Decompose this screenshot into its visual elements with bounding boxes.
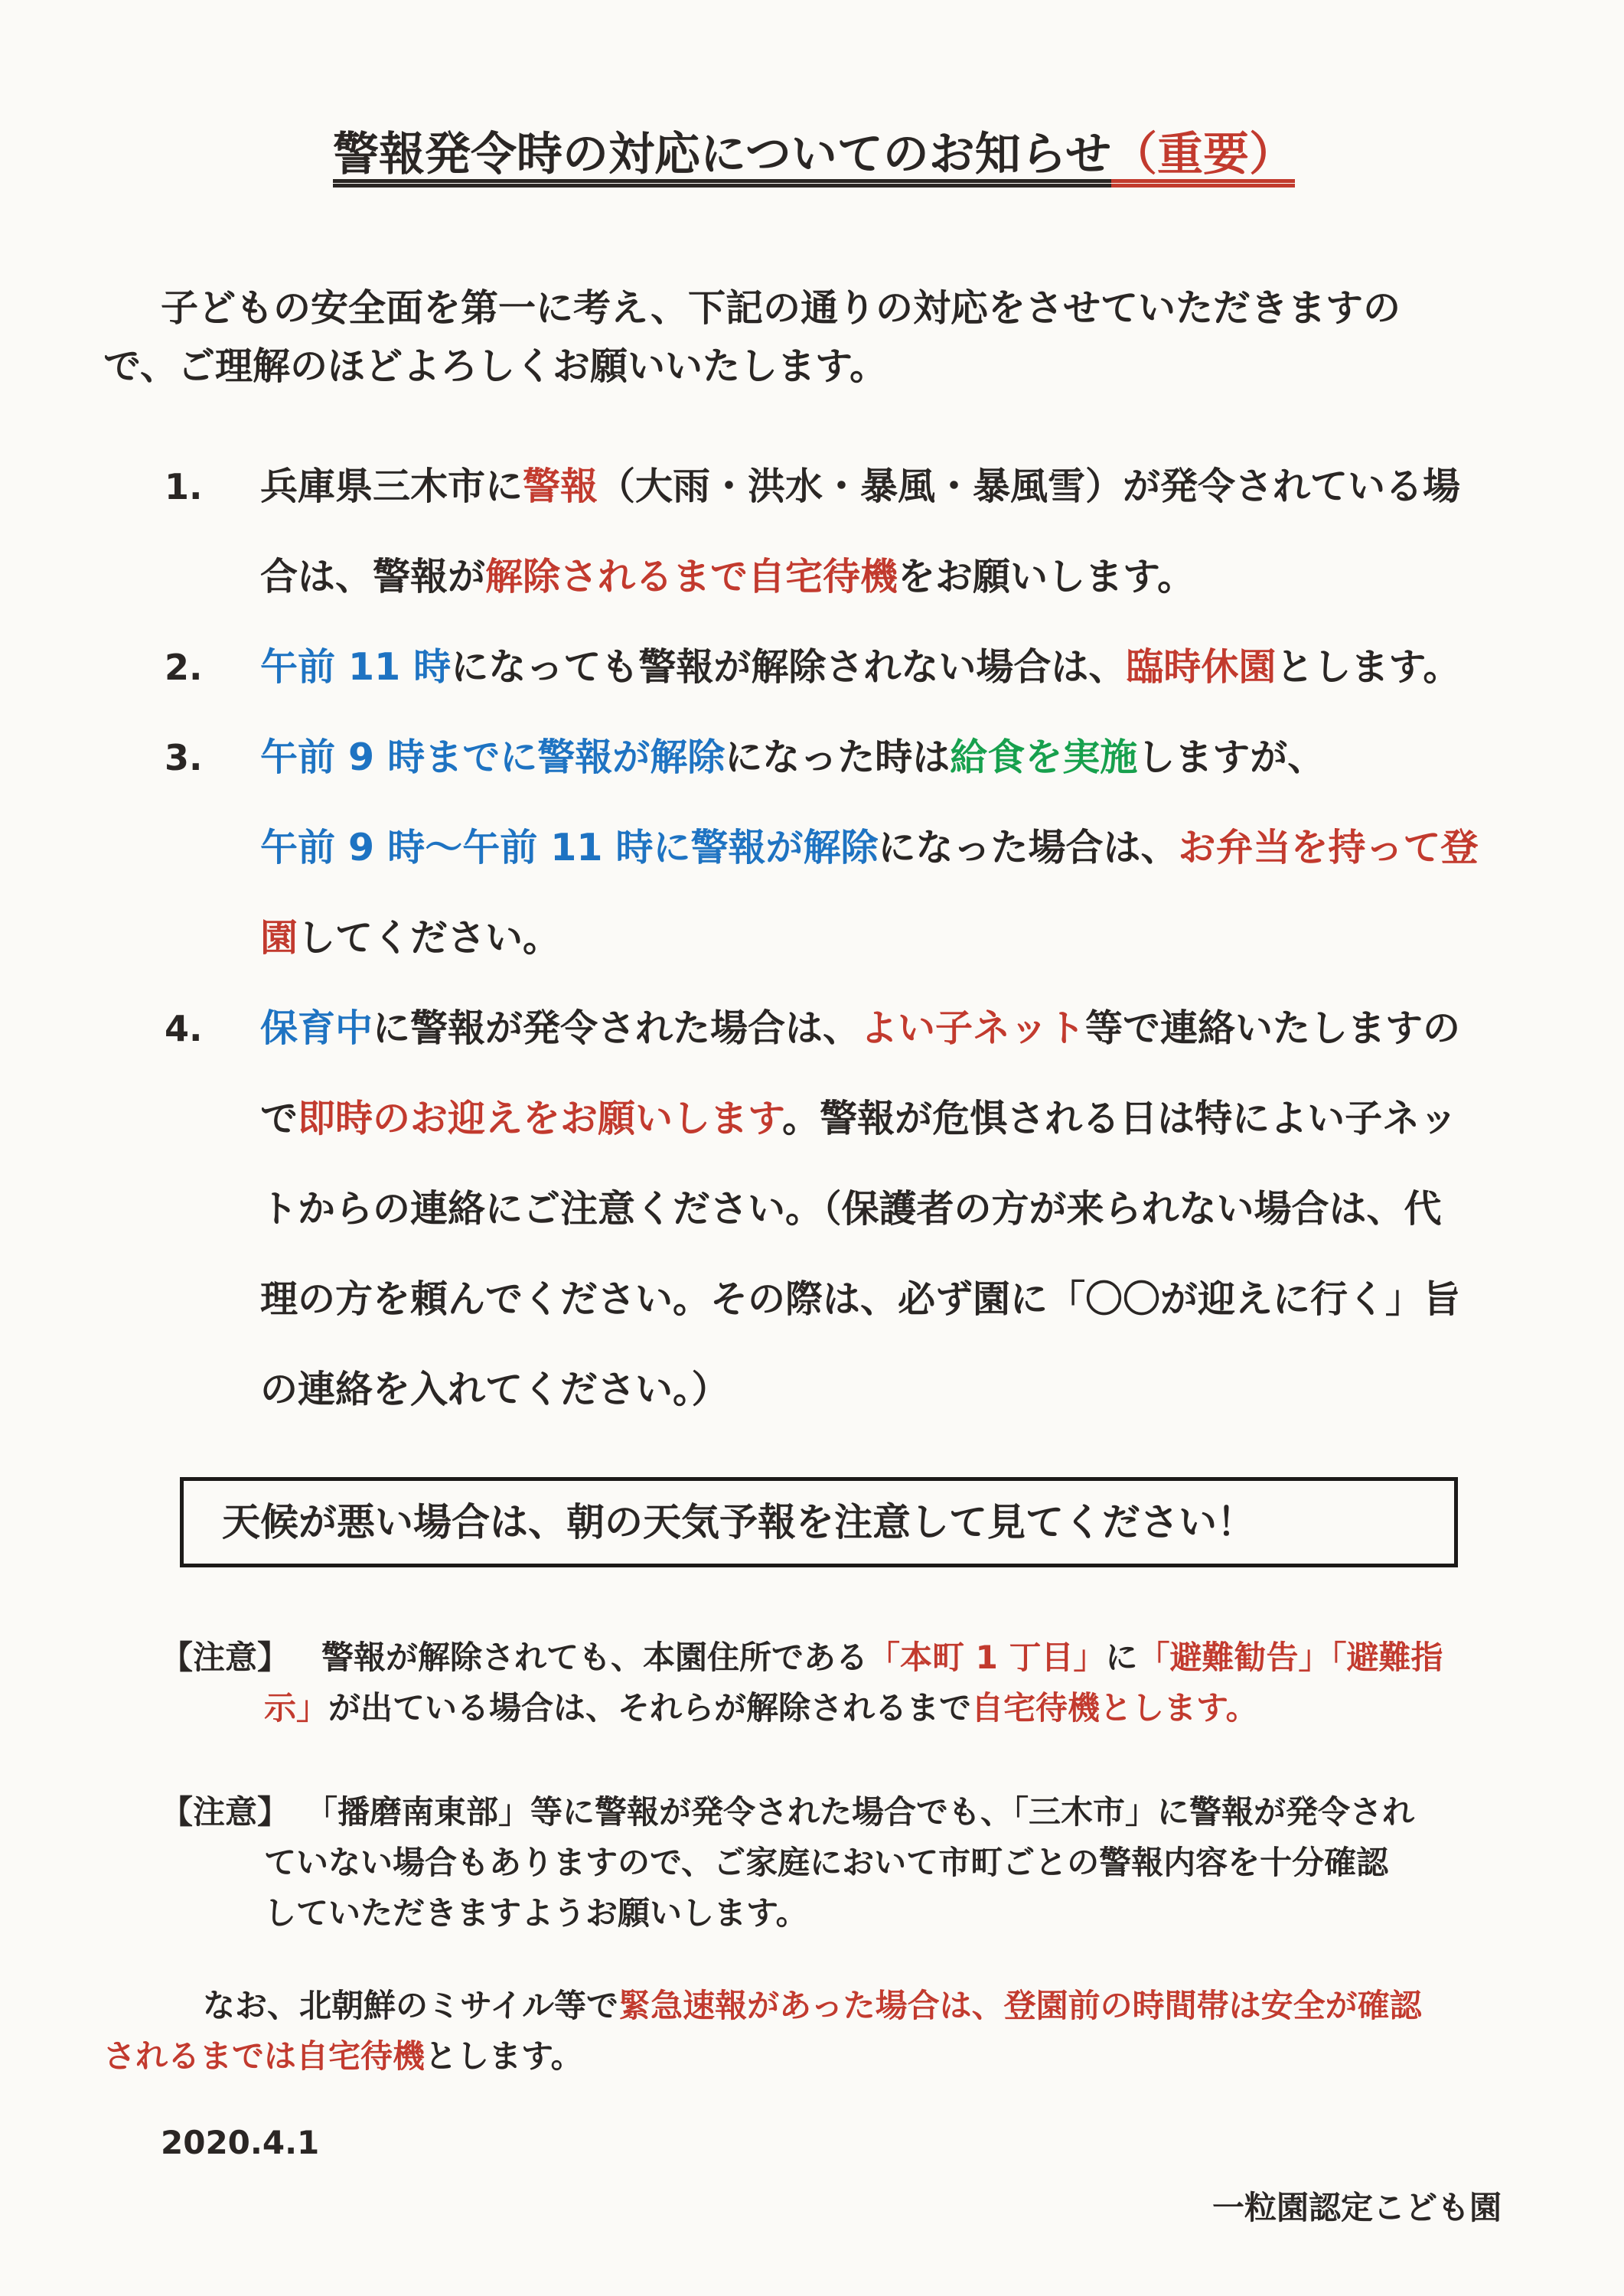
text-segment: 示」 bbox=[264, 1689, 329, 1727]
text-segment: 臨時休園 bbox=[1126, 645, 1277, 689]
text-segment: 兵庫県三木市に bbox=[260, 465, 523, 508]
note-line-text bbox=[264, 1838, 1525, 1888]
note-regional-warning bbox=[103, 1787, 1525, 1939]
text-segment: なお、北朝鮮のミサイル等で bbox=[203, 1987, 619, 2024]
list-item-3 bbox=[165, 713, 1525, 983]
text-segment: 即時のお迎えをお願いします bbox=[298, 1097, 783, 1140]
text-segment: していただきますようお願いします。 bbox=[264, 1894, 808, 1932]
text-segment: 午前 9 時までに警報が解除 bbox=[260, 735, 726, 779]
text-segment: 「本町 1 丁目」 bbox=[868, 1639, 1106, 1676]
text-segment: 。警報が危惧される日は特によい子ネッ bbox=[782, 1097, 1458, 1140]
list-item-line bbox=[260, 1164, 1525, 1254]
note-line-text bbox=[264, 1683, 1525, 1733]
list-item-body bbox=[260, 983, 1525, 1435]
list-item-line bbox=[260, 893, 1525, 983]
text-segment: トからの連絡にご注意ください。（保護者の方が来られない場合は、代 bbox=[260, 1187, 1442, 1231]
list-item-line bbox=[260, 442, 1525, 532]
text-segment: 天候が悪い場合は、朝の天気予報を注意して見てください！ bbox=[222, 1500, 1255, 1544]
text-segment: 「播磨南東部」等に警報が発令された場合でも、「三木市」に警報が発令され bbox=[321, 1793, 1415, 1831]
intro-line bbox=[103, 279, 1525, 338]
list-item-line bbox=[260, 983, 1525, 1074]
text-segment: してください。 bbox=[298, 916, 561, 960]
list-item-line bbox=[260, 622, 1525, 713]
text-segment: よい子ネット bbox=[860, 1006, 1086, 1050]
list-item-number: 4. bbox=[165, 1008, 203, 1049]
missile-line bbox=[103, 1981, 1525, 2031]
text-segment: で、ご理解のほどよろしくお願いいたします。 bbox=[103, 344, 888, 388]
missile-paragraph bbox=[103, 1981, 1525, 2082]
list-item-number: 2. bbox=[165, 647, 203, 688]
list-item-4 bbox=[165, 983, 1525, 1435]
list-item-number: 1. bbox=[165, 466, 203, 507]
text-segment: 警報が解除されても、本園住所である bbox=[321, 1639, 869, 1676]
text-segment: 解除されるまで自宅待機 bbox=[485, 555, 898, 598]
note-evacuation bbox=[103, 1632, 1525, 1733]
text-segment: に警報が発令された場合は、 bbox=[373, 1006, 861, 1050]
text-segment: 緊急速報があった場合は、登園前の時間帯は安全が確認 bbox=[618, 1987, 1422, 2024]
text-segment: （大雨・洪水・暴風・暴風雪）が発令されている場 bbox=[598, 465, 1461, 508]
list-item-line bbox=[260, 713, 1525, 803]
signature: 一粒園認定こども園 bbox=[1211, 2189, 1502, 2226]
text-segment: で bbox=[260, 1097, 298, 1140]
text-segment: 自宅待機とします。 bbox=[971, 1689, 1258, 1727]
note-line-text bbox=[321, 1639, 1443, 1676]
alert-box-text bbox=[222, 1499, 1431, 1545]
text-segment: 午前 9 時～午前 11 時に警報が解除 bbox=[260, 826, 879, 869]
text-segment: とします。 bbox=[1276, 645, 1461, 689]
text-segment: 理の方を頼んでください。その際は、必ず園に「〇〇が迎えに行く」旨 bbox=[260, 1277, 1461, 1321]
note-label: 【注意】 bbox=[161, 1639, 290, 1676]
text-segment: ていない場合もありますので、ご家庭において市町ごとの警報内容を十分確認 bbox=[264, 1844, 1389, 1881]
note-line-text bbox=[321, 1793, 1414, 1831]
text-segment: 等で連絡いたしますの bbox=[1085, 1006, 1461, 1050]
note-line-text bbox=[264, 1888, 1525, 1939]
list-item-line bbox=[260, 803, 1525, 893]
text-segment: とします。 bbox=[425, 2037, 583, 2075]
text-segment: 合は、警報が bbox=[260, 555, 486, 598]
text-segment: お弁当を持って登 bbox=[1178, 826, 1479, 869]
text-segment: に bbox=[1105, 1639, 1138, 1676]
missile-line bbox=[103, 2031, 1525, 2082]
date: 2020.4.1 bbox=[161, 2124, 320, 2161]
list-item-1 bbox=[165, 442, 1525, 622]
title-text: 警報発令時の対応についてのお知らせ bbox=[333, 128, 1111, 181]
intro-line bbox=[103, 338, 1525, 396]
list-item-body bbox=[260, 622, 1525, 713]
title-important-tag: （重要） bbox=[1111, 128, 1295, 181]
note-label: 【注意】 bbox=[161, 1793, 290, 1831]
list-item-line bbox=[260, 1345, 1525, 1435]
list-item-body bbox=[260, 442, 1525, 622]
text-segment: 午前 11 時 bbox=[260, 645, 452, 689]
note-line bbox=[161, 1787, 1525, 1838]
list-item-line bbox=[260, 1254, 1525, 1345]
text-segment: 「避難勧告」「避難指 bbox=[1137, 1639, 1443, 1676]
text-segment: になった時は bbox=[725, 735, 951, 779]
text-segment: になっても警報が解除されない場合は、 bbox=[451, 645, 1127, 689]
list-item-body bbox=[260, 713, 1525, 983]
text-segment: されるまでは自宅待機 bbox=[103, 2037, 426, 2075]
text-segment: になった場合は、 bbox=[878, 826, 1179, 869]
intro-paragraph bbox=[103, 279, 1525, 396]
text-segment: 子どもの安全面を第一に考え、下記の通りの対応をさせていただきますの bbox=[161, 286, 1401, 330]
text-segment: をお願いします。 bbox=[898, 555, 1195, 598]
text-segment: 保育中 bbox=[260, 1006, 373, 1050]
list-item-2 bbox=[165, 622, 1525, 713]
text-segment: しますが、 bbox=[1137, 735, 1326, 779]
list-item-number: 3. bbox=[165, 737, 203, 778]
weather-alert-box bbox=[180, 1477, 1458, 1567]
text-segment: 警報 bbox=[523, 465, 598, 508]
text-segment: 給食を実施 bbox=[950, 735, 1138, 779]
page-title bbox=[103, 126, 1525, 184]
list-item-line bbox=[260, 1074, 1525, 1164]
list-item-line bbox=[260, 532, 1525, 622]
note-continuation bbox=[264, 1838, 1525, 1939]
text-segment: が出ている場合は、それらが解除されるまで bbox=[328, 1689, 972, 1727]
note-continuation bbox=[264, 1683, 1525, 1733]
text-segment: の連絡を入れてください。） bbox=[260, 1368, 729, 1411]
text-segment: 園 bbox=[260, 916, 298, 960]
numbered-list bbox=[165, 442, 1525, 1435]
note-line bbox=[161, 1632, 1525, 1683]
